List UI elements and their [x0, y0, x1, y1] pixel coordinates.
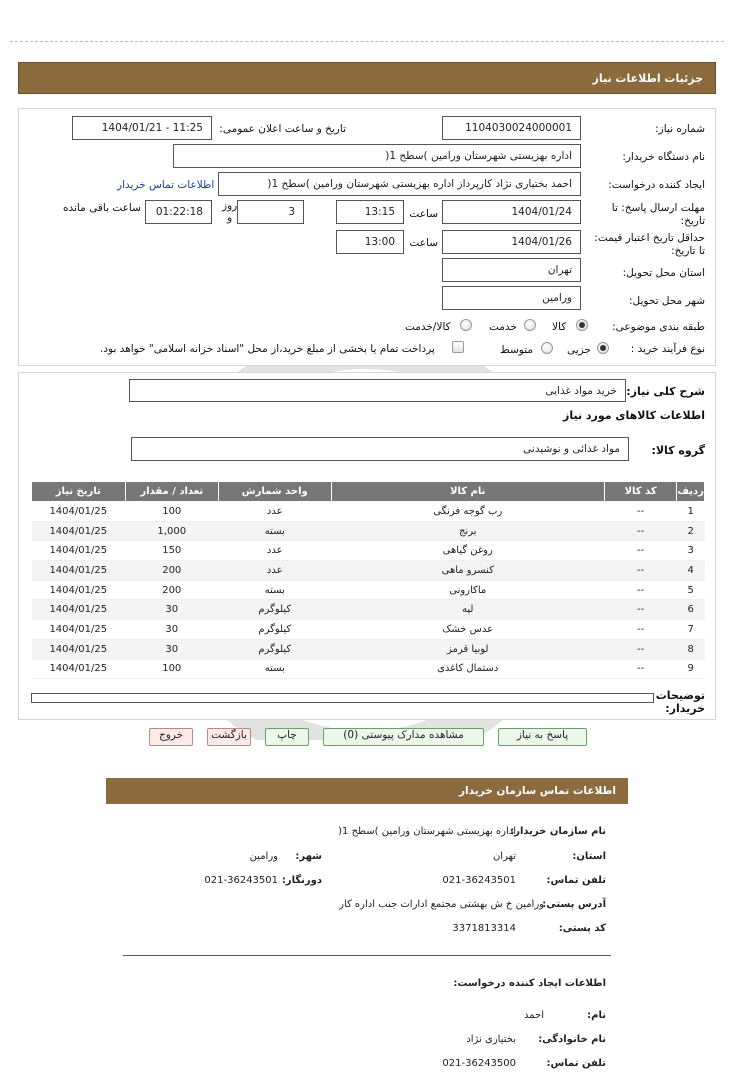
cell-name: دستمال کاغذی	[331, 659, 604, 679]
category-radio-goods[interactable]	[576, 319, 588, 331]
province-label: استان محل تحویل:	[622, 267, 705, 279]
cell-name: برنج	[331, 521, 604, 541]
page-title: جزئیات اطلاعات نیاز	[18, 62, 716, 94]
days-label-line2: و	[227, 212, 233, 224]
category-option-service: خدمت	[489, 321, 517, 333]
creator-name: احمد	[524, 1010, 544, 1021]
summary-field: خرید مواد غذایی	[129, 379, 626, 402]
category-option-goods: کالا	[552, 321, 567, 333]
contact-divider	[123, 955, 611, 956]
cell-qty: 100	[125, 502, 218, 522]
creator-label: ایجاد کننده درخواست:	[608, 179, 705, 191]
cell-qty: 100	[125, 659, 218, 679]
cell-row-num: 3	[677, 541, 705, 561]
cell-code: --	[604, 580, 676, 600]
cell-date: 1404/01/25	[32, 580, 126, 600]
cell-date: 1404/01/25	[32, 541, 126, 561]
days-field: 3	[237, 200, 304, 224]
cell-row-num: 7	[677, 620, 705, 640]
contact-city: ورامین	[249, 851, 278, 862]
top-divider	[10, 41, 724, 42]
cell-date: 1404/01/25	[32, 521, 126, 541]
validity-date-field: 1404/01/26	[442, 230, 581, 254]
cell-row-num: 1	[677, 502, 705, 522]
contact-address-label: آدرس پستی:	[542, 899, 606, 910]
city-field: ورامین	[442, 286, 581, 310]
cell-code: --	[604, 502, 676, 522]
need-number-field: 1104030024000001	[442, 116, 581, 140]
buyer-contact-link[interactable]: اطلاعات تماس خریدار	[117, 179, 215, 191]
validity-label	[594, 232, 705, 258]
creator-field: احمد بختیاری نژاد کارپرداز اداره بهزیستی شهرستان ورامین )سطح 1(	[218, 172, 581, 196]
contact-org-label: نام سازمان خریدار:	[510, 826, 606, 837]
cell-qty: 1,000	[125, 521, 218, 541]
cell-unit: بسته	[218, 580, 331, 600]
items-table-wrap	[31, 481, 705, 679]
cell-qty: 30	[125, 600, 218, 620]
creator-name-label: نام:	[587, 1010, 606, 1021]
deadline-date-field: 1404/01/24	[442, 200, 581, 224]
validity-label-line1: حداقل تاریخ اعتبار قیمت:	[594, 232, 705, 244]
process-radio-medium[interactable]	[541, 342, 553, 354]
deadline-label-line1: مهلت ارسال پاسخ: تا	[611, 202, 705, 214]
cell-row-num: 6	[677, 600, 705, 620]
contact-address: ورامین خ ش بهشتی مجتمع ادارات جنب اداره کار	[339, 899, 544, 910]
notes-field	[31, 693, 654, 703]
summary-label: شرح کلی نیاز:	[626, 385, 705, 398]
table-row	[32, 639, 705, 659]
cell-date: 1404/01/25	[32, 561, 126, 581]
cell-unit: کیلوگرم	[218, 600, 331, 620]
cell-date: 1404/01/25	[32, 502, 126, 522]
process-radio-minor[interactable]	[597, 342, 609, 354]
cell-name: عدس خشک	[331, 620, 604, 640]
notes-label-line1: توضیحات	[655, 689, 705, 702]
table-row	[32, 620, 705, 640]
remaining-time-label: ساعت باقی مانده	[63, 202, 141, 214]
group-label: گروه کالا:	[651, 444, 705, 457]
deadline-time-field: 13:15	[336, 200, 404, 224]
cell-code: --	[604, 620, 676, 640]
table-row	[32, 580, 705, 600]
contact-phone: 021-36243501	[442, 875, 516, 886]
cell-code: --	[604, 600, 676, 620]
cell-name: روغن گیاهی	[331, 541, 604, 561]
announce-field: 1404/01/21 - 11:25	[72, 116, 212, 140]
cell-name: لوبیا قرمز	[331, 639, 604, 659]
table-row	[32, 502, 705, 522]
category-option-goods-service: کالا/خدمت	[405, 321, 451, 333]
cell-row-num: 2	[677, 521, 705, 541]
cell-qty: 150	[125, 541, 218, 561]
group-field: مواد غذائی و نوشیدنی	[131, 437, 629, 461]
creator-family-label: نام خانوادگی:	[538, 1034, 606, 1045]
cell-name: کنسرو ماهی	[331, 561, 604, 581]
buyer-org-field: اداره بهزیستی شهرستان ورامین )سطح 1(	[173, 144, 581, 168]
remaining-time-field: 01:22:18	[145, 200, 212, 224]
cell-name: ماکارونی	[331, 580, 604, 600]
cell-date: 1404/01/25	[32, 659, 126, 679]
cell-row-num: 8	[677, 639, 705, 659]
cell-qty: 200	[125, 580, 218, 600]
cell-name: لپه	[331, 600, 604, 620]
cell-name: رب گوجه فرنگی	[331, 502, 604, 522]
exit-button[interactable]: خروج	[149, 728, 193, 746]
cell-date: 1404/01/25	[32, 600, 126, 620]
province-field: تهران	[442, 258, 581, 282]
items-heading: اطلاعات کالاهای مورد نیاز	[563, 409, 705, 422]
cell-date: 1404/01/25	[32, 639, 126, 659]
deadline-label-line2: تاریخ:	[680, 215, 705, 227]
cell-code: --	[604, 659, 676, 679]
contact-postal-label: کد پستی:	[558, 923, 606, 934]
cell-code: --	[604, 639, 676, 659]
cell-row-num: 5	[677, 580, 705, 600]
contact-fax-label: دورنگار:	[281, 875, 322, 886]
category-label: طبقه بندی موضوعی:	[612, 321, 705, 333]
attachments-button[interactable]: مشاهده مدارک پیوستی (0)	[323, 728, 484, 746]
table-row	[32, 561, 705, 581]
cell-row-num: 9	[677, 659, 705, 679]
cell-unit: بسته	[218, 521, 331, 541]
process-option-minor: جزیی	[567, 344, 591, 356]
print-button[interactable]: چاپ	[265, 728, 309, 746]
col-header-code: کد کالا	[604, 482, 676, 502]
contact-phone-label: تلفن تماس:	[546, 875, 606, 886]
cell-code: --	[604, 561, 676, 581]
col-header-unit: واحد شمارش	[218, 482, 331, 502]
col-header-date: تاریخ نیاز	[32, 482, 126, 502]
creator-family: بختیاری نژاد	[466, 1034, 516, 1045]
treasury-checkbox[interactable]	[452, 341, 464, 353]
cell-code: --	[604, 521, 676, 541]
deadline-label	[612, 202, 705, 228]
notes-label-line2: خریدار:	[665, 702, 705, 715]
need-number-label: شماره نیاز:	[655, 123, 705, 135]
col-header-row-num: ردیف	[677, 482, 705, 502]
cell-unit: عدد	[218, 561, 331, 581]
contact-city-label: شهر:	[295, 851, 322, 862]
deadline-time-label: ساعت	[409, 208, 438, 220]
validity-time-field: 13:00	[336, 230, 404, 254]
cell-unit: عدد	[218, 502, 331, 522]
contact-postal: 3371813314	[452, 923, 516, 934]
notes-label	[656, 689, 705, 715]
days-label-line1: روز	[222, 200, 238, 212]
creator-phone-label: تلفن تماس:	[546, 1058, 606, 1069]
answer-button[interactable]: پاسخ به نیاز	[498, 728, 587, 746]
contact-org: اداره بهزیستی شهرستان ورامین )سطح 1(	[338, 826, 516, 837]
cell-unit: کیلوگرم	[218, 620, 331, 640]
city-label: شهر محل تحویل:	[629, 295, 705, 307]
contact-fax: 021-36243501	[204, 875, 278, 886]
buyer-org-label: نام دستگاه خریدار:	[622, 151, 705, 163]
contact-heading: اطلاعات تماس سازمان خریدار	[106, 778, 628, 804]
validity-label-line2: تا تاریخ:	[671, 245, 705, 257]
cell-qty: 30	[125, 620, 218, 640]
cell-unit: عدد	[218, 541, 331, 561]
cell-code: --	[604, 541, 676, 561]
cell-unit: کیلوگرم	[218, 639, 331, 659]
days-label	[222, 200, 237, 224]
table-row	[32, 659, 705, 679]
cell-date: 1404/01/25	[32, 620, 126, 640]
payment-note: پرداخت تمام یا بخشی از مبلغ خرید،از محل "اسناد خزانه اسلامی" خواهد بود.	[100, 343, 435, 355]
table-row	[32, 600, 705, 620]
category-radio-goods-service[interactable]	[460, 319, 472, 331]
creator-heading: اطلاعات ایجاد کننده درخواست:	[453, 978, 606, 989]
back-button[interactable]: بازگشت	[207, 728, 251, 746]
cell-qty: 30	[125, 639, 218, 659]
cell-qty: 200	[125, 561, 218, 581]
cell-unit: بسته	[218, 659, 331, 679]
process-option-medium: متوسط	[500, 344, 533, 356]
table-row	[32, 541, 705, 561]
contact-province: تهران	[492, 851, 516, 862]
contact-province-label: استان:	[572, 851, 606, 862]
creator-phone: 021-36243500	[442, 1058, 516, 1069]
col-header-qty: تعداد / مقدار	[125, 482, 218, 502]
table-header-row	[32, 482, 705, 502]
category-radio-service[interactable]	[524, 319, 536, 331]
cell-row-num: 4	[677, 561, 705, 581]
validity-time-label: ساعت	[409, 237, 438, 249]
table-row	[32, 521, 705, 541]
col-header-name: نام کالا	[331, 482, 604, 502]
announce-label: تاریخ و ساعت اعلان عمومی:	[219, 123, 346, 135]
process-label: نوع فرآیند خرید :	[630, 343, 705, 355]
items-table	[31, 481, 705, 679]
